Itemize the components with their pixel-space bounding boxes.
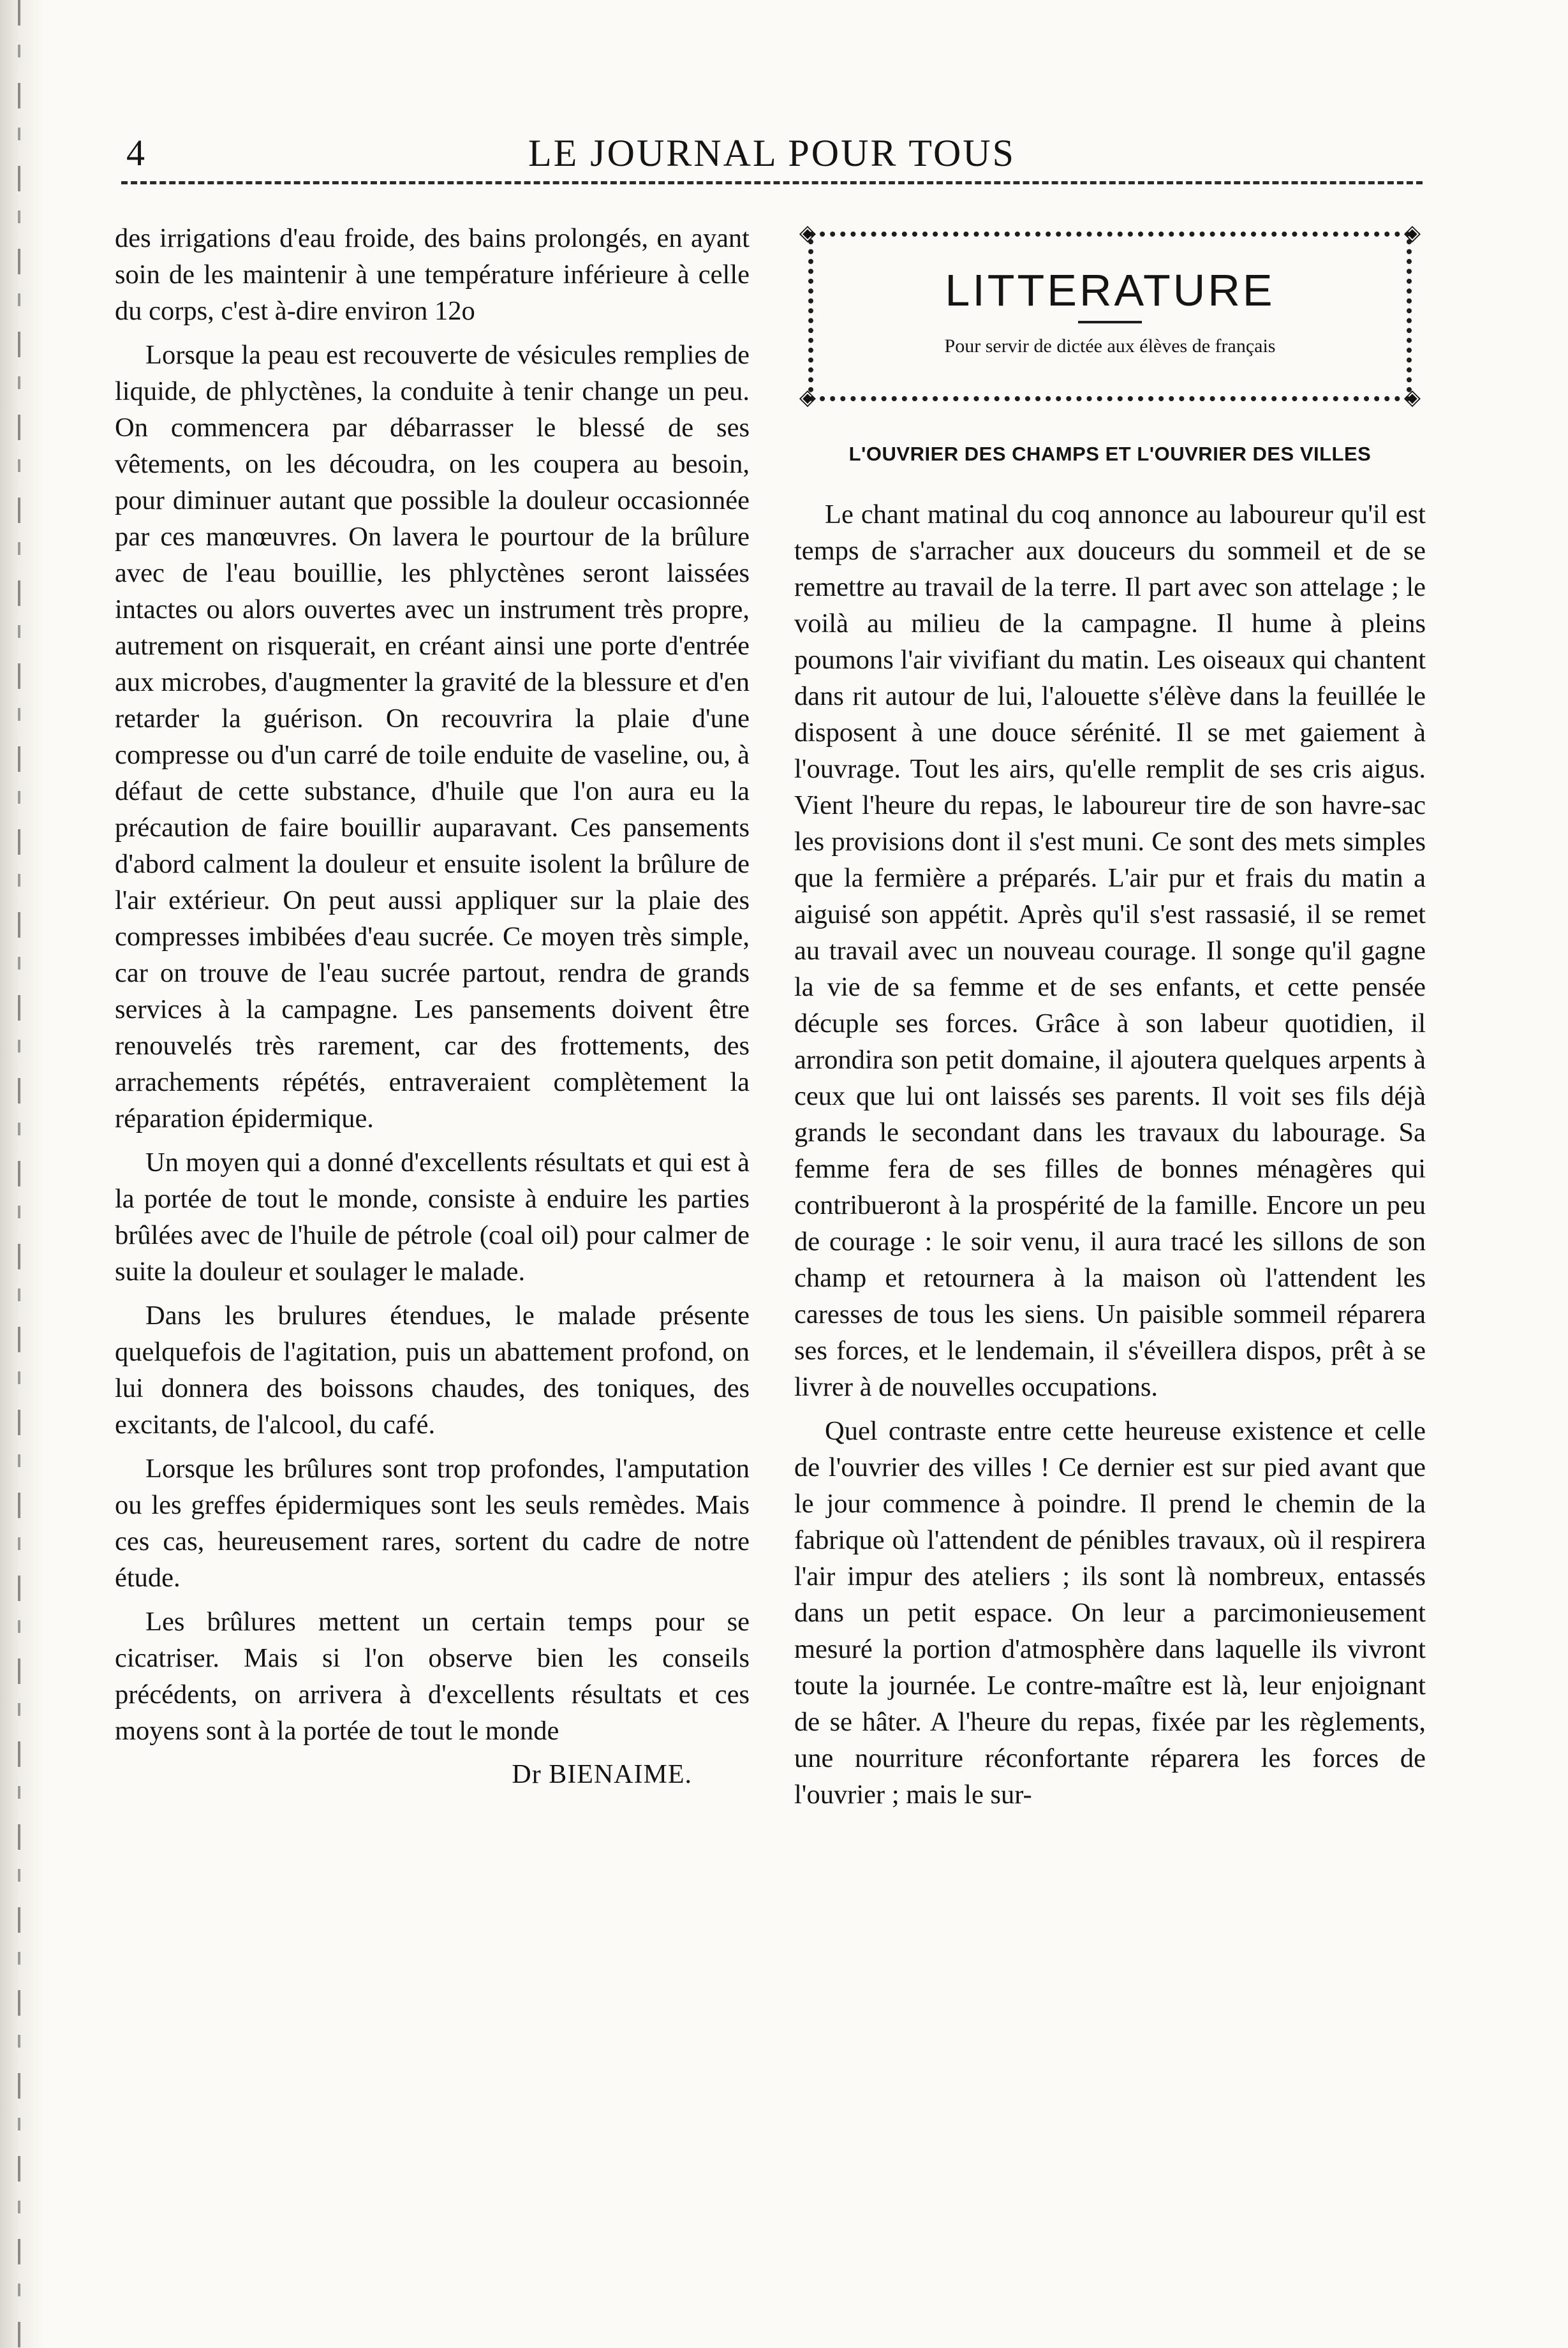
page-number: 4: [126, 132, 145, 174]
dotted-border: [1407, 239, 1412, 392]
author-signature: Dr BIENAIME.: [512, 1760, 692, 1789]
dotted-border: [810, 232, 1410, 237]
diamond-ornament-icon: ◈: [799, 221, 817, 245]
left-paragraph: Lorsque les brûlures sont trop profondes, l'amputation ou les greffes épidermiques sont les seuls remèdes. Mais ces cas, heureusement rares, sortent du cadre de notre étude.: [115, 1454, 750, 1593]
right-paragraph: Le chant matinal du coq annonce au laboureur qu'il est temps de s'arracher aux douceurs du sommeil et de se remettre au travail de la terre. Il part avec son attelage ; le voilà au milieu de la campagne. Il hume à pleins poumons l'air vivifiant du matin. Les oiseaux qui chantent dans rit autour de lui, l'alouette s'élève dans la feuillée le disposent à une douce sérénité. Il se met gaiement à l'ouvrage. Tout les airs, qu'elle remplit de ses cris aigus. Vient l'heure du repas, le laboureur tire de son havre-sac les provisions dont il s'est muni. Ce sont des mets simples que la fermière a préparés. L'air pur et frais du matin a aiguisé son appétit. Après qu'il s'est rassasié, il se remet au travail avec un nouveau courage. Il songe qu'il gagne la vie de sa femme et de ses enfants, et cette pensée décuple ses forces. Grâce à son labeur quotidien, il arrondira son petit domaine, il ajoutera quelques arpents à ceux que lui ont laissés ses parents. Il voit ses fils déjà grands le secondant dans les travaux du labourage. Sa femme fera de ses filles de bonnes ménagères qui contribueront à la prospérité de la famille. Encore un peu de courage : le soir venu, il aura tracé les sillons de son champ et retournera à la maison où l'attendent les caresses de tous les siens. Un paisible sommeil réparera ses forces, et le lendemain, il s'éveillera dispos, prêt à se livrer à de nouvelles occupations.: [794, 499, 1426, 1402]
journal-title: LE JOURNAL POUR TOUS: [528, 132, 1016, 174]
right-column: [794, 220, 1426, 1820]
page-header: [121, 131, 1423, 175]
section-title: LITTERATURE: [945, 265, 1275, 315]
article-heading: L'OUVRIER DES CHAMPS ET L'OUVRIER DES VILLES: [848, 443, 1372, 465]
left-paragraph: des irrigations d'eau froide, des bains prolongés, en ayant soin de les maintenir à une température inférieure à celle du corps, c'est à-dire environ 12o: [115, 223, 750, 326]
title-underline: [1078, 321, 1142, 323]
literature-box: [794, 220, 1426, 411]
diamond-ornament-icon: ◈: [799, 386, 817, 410]
left-paragraph: Dans les brulures étendues, le malade présente quelquefois de l'agitation, puis un abattement profond, on lui donnera des boissons chaudes, des toniques, des excitants, de l'alcool, du café.: [115, 1301, 750, 1440]
left-paragraph: Un moyen qui a donné d'excellents résultats et qui est à la portée de tout le monde, consiste à enduire les parties brûlées avec de l'huile de pétrole (coal oil) pour calmer de suite la douleur et soulager le malade.: [115, 1148, 750, 1287]
dotted-border: [810, 396, 1410, 401]
scan-margin: [0, 0, 45, 2348]
left-column: [115, 220, 750, 1793]
header-rule: [121, 181, 1423, 184]
diamond-ornament-icon: ◈: [1403, 386, 1421, 410]
section-subtitle: Pour servir de dictée aux élèves de français: [944, 336, 1276, 357]
dotted-border: [808, 239, 813, 392]
diamond-ornament-icon: ◈: [1403, 221, 1421, 245]
right-paragraph: Quel contraste entre cette heureuse existence et celle de l'ouvrier des villes ! Ce dernier est sur pied avant que le jour commence à poindre. Il prend le chemin de la fabrique où l'attendent de pénibles travaux, où il respirera l'air impur des ateliers ; ils sont là nombreux, entassés dans un petit espace. On leur a parcimonieusement mesuré la portion d'atmosphère dans laquelle ils vivront toute la journée. Le contre-maître est là, leur enjoignant de se hâter. A l'heure du repas, fixée par les règlements, une nourriture réconfortante réparera les forces de l'ouvrier ; mais le sur-: [794, 1416, 1426, 1810]
left-paragraph: Les brûlures mettent un certain temps pour se cicatriser. Mais si l'on observe bien les conseils précédents, on arrivera à d'excellents résultats et ces moyens sont à la portée de tout le monde: [115, 1607, 750, 1746]
left-paragraph: Lorsque la peau est recouverte de vésicules remplies de liquide, de phlyctènes, la conduite à tenir change un peu. On commencera par débarrasser le blessé de ses vêtements, on les découdra, on les coupera au besoin, pour diminuer autant que possible la douleur occasionnée par ces manœuvres. On lavera le pourtour de la brûlure avec de l'eau bouillie, les phlyctènes seront laissées intactes ou alors ouvertes avec un instrument très propre, autrement on risquerait, en créant ainsi une porte d'entrée aux microbes, d'augmenter la gravité de la blessure et d'en retarder la guérison. On recouvrira la plaie d'une compresse ou d'un carré de toile enduite de vaseline, ou, à défaut de cette substance, d'huile que l'on aura eu la précaution de faire bouillir auparavant. Ces pansements d'abord calment la douleur et ensuite isolent la brûlure de l'air extérieur. On peut aussi appliquer sur la plaie des compresses imbibées d'eau sucrée. Ce moyen très simple, car on trouve de l'eau sucrée partout, rendra de grands services à la campagne. Les pansements doivent être renouvelés très rarement, car des frottements, des arrachements répétés, entraveraient complètement la réparation épidermique.: [115, 340, 750, 1133]
